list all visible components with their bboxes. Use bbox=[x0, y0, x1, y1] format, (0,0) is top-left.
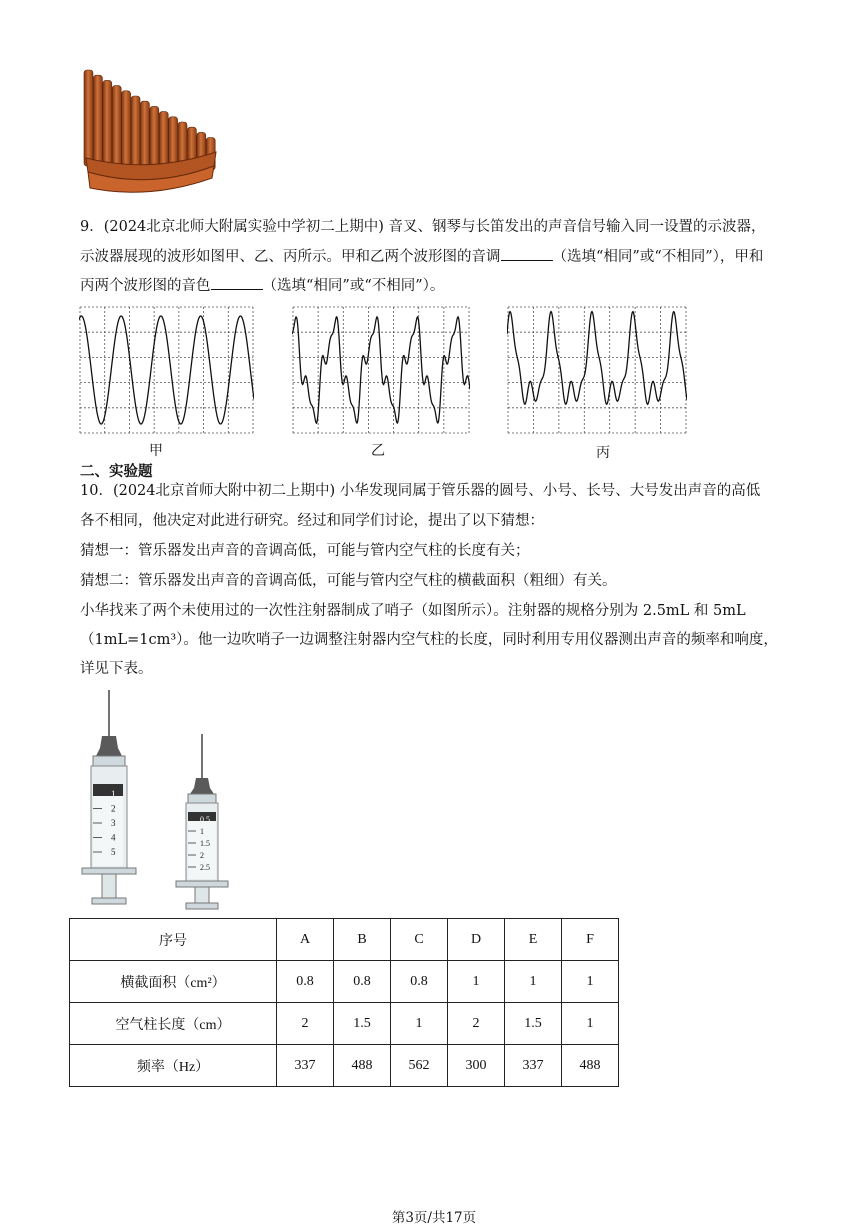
syringe-tick-label: 1.5 bbox=[200, 839, 210, 848]
table-row bbox=[70, 961, 619, 1003]
wave-label-bing: 丙 bbox=[596, 445, 610, 461]
table-cell: 562 bbox=[391, 1045, 448, 1087]
syringe-tick-label: 5 bbox=[111, 847, 116, 857]
table-cell: B bbox=[334, 919, 391, 961]
table-cell: 1.5 bbox=[505, 1003, 562, 1045]
wave-label-jia: 甲 bbox=[149, 443, 163, 459]
frequency-table bbox=[69, 918, 619, 1087]
table-cell: 0.8 bbox=[334, 961, 391, 1003]
q10-guess-2: 猜想二：管乐器发出声音的音调高低，可能与管内空气柱的横截面积（粗细）有关。 bbox=[80, 573, 617, 589]
table-cell: 488 bbox=[334, 1045, 391, 1087]
page-footer: 第3页/共17页 bbox=[391, 1210, 477, 1226]
syringe-tick-label: 0.5 bbox=[200, 815, 210, 824]
table-cell: E bbox=[505, 919, 562, 961]
table-cell: 2 bbox=[277, 1003, 334, 1045]
table-cell: 1.5 bbox=[334, 1003, 391, 1045]
q10-line-1: 10．(2024北京首师大附中初二上期中) 小华发现同属于管乐器的圆号、小号、长号、大号发出声音的高低 bbox=[80, 483, 761, 499]
q10-line-5: 小华找来了两个未使用过的一次性注射器制成了哨子（如图所示）。注射器的规格分别为 2.5mL 和 5mL bbox=[80, 603, 746, 619]
waveform-yi bbox=[292, 306, 470, 434]
q9-line-1: 9．(2024北京北师大附属实验中学初二上期中) 音叉、钢琴与长笛发出的声音信号输入同一设置的示波器， bbox=[80, 219, 766, 235]
table-cell: 1 bbox=[562, 1003, 619, 1045]
q9-line-2 bbox=[80, 246, 763, 267]
waveform-jia bbox=[79, 306, 254, 434]
table-row-label: 序号 bbox=[70, 919, 277, 961]
q9-line-2-b: （选填“相同”或“不相同”），甲和 bbox=[552, 249, 764, 265]
syringe-tick-label: 1 bbox=[111, 789, 116, 799]
q9-line-3-a: 丙两个波形图的音色 bbox=[80, 278, 211, 294]
table-cell: 1 bbox=[505, 961, 562, 1003]
table-row-label: 横截面积（cm²） bbox=[70, 961, 277, 1003]
q10-line-2: 各不相同，他决定对此进行研究。经过和同学们讨论，提出了以下猜想： bbox=[80, 513, 544, 529]
table-row bbox=[70, 1003, 619, 1045]
table-cell: A bbox=[277, 919, 334, 961]
syringe-tick-label: 3 bbox=[111, 818, 116, 828]
syringe-5ml-image bbox=[78, 688, 140, 912]
table-cell: D bbox=[448, 919, 505, 961]
q9-line-3-b: （选填“相同”或“不相同”）。 bbox=[262, 278, 445, 294]
waveform-curve bbox=[292, 317, 470, 423]
table-cell: C bbox=[391, 919, 448, 961]
q10-guess-1: 猜想一：管乐器发出声音的音调高低，可能与管内空气柱的长度有关； bbox=[80, 543, 530, 559]
syringe-tick-label: 2 bbox=[200, 851, 204, 860]
table-row-label: 频率（Hz） bbox=[70, 1045, 277, 1087]
table-cell: 0.8 bbox=[391, 961, 448, 1003]
answer-blank-1[interactable] bbox=[501, 246, 553, 261]
table-cell: 1 bbox=[448, 961, 505, 1003]
table-cell: 488 bbox=[562, 1045, 619, 1087]
table-cell: 0.8 bbox=[277, 961, 334, 1003]
q9-line-3 bbox=[80, 275, 444, 296]
table-row-label: 空气柱长度（cm） bbox=[70, 1003, 277, 1045]
syringe-tick-label: 1 bbox=[200, 827, 204, 836]
waveform-bing bbox=[507, 306, 687, 434]
table-cell: 2 bbox=[448, 1003, 505, 1045]
table-cell: 337 bbox=[505, 1045, 562, 1087]
table-cell: 300 bbox=[448, 1045, 505, 1087]
q9-line-2-a: 示波器展现的波形如图甲、乙、丙所示。甲和乙两个波形图的音调 bbox=[80, 249, 501, 265]
table-cell: 337 bbox=[277, 1045, 334, 1087]
table-row bbox=[70, 1045, 619, 1087]
section-heading: 二、实验题 bbox=[80, 464, 153, 480]
answer-blank-2[interactable] bbox=[211, 275, 263, 290]
q10-line-7: 详见下表。 bbox=[80, 661, 153, 677]
syringe-tick-label: 2.5 bbox=[200, 863, 210, 872]
table-cell: F bbox=[562, 919, 619, 961]
table-cell: 1 bbox=[562, 961, 619, 1003]
syringe-tick-label: 4 bbox=[111, 832, 116, 843]
wave-label-yi: 乙 bbox=[371, 443, 385, 459]
syringe-2-5ml-image bbox=[172, 732, 232, 912]
q10-line-6: （1mL=1cm³）。他一边吹哨子一边调整注射器内空气柱的长度，同时利用专用仪器测出声音的频率和响度， bbox=[80, 632, 778, 648]
pan-flute-image bbox=[80, 66, 220, 198]
table-header-row bbox=[70, 919, 619, 961]
syringe-tick-label: 2 bbox=[111, 803, 116, 814]
waveform-curve bbox=[507, 312, 687, 405]
table-cell: 1 bbox=[391, 1003, 448, 1045]
